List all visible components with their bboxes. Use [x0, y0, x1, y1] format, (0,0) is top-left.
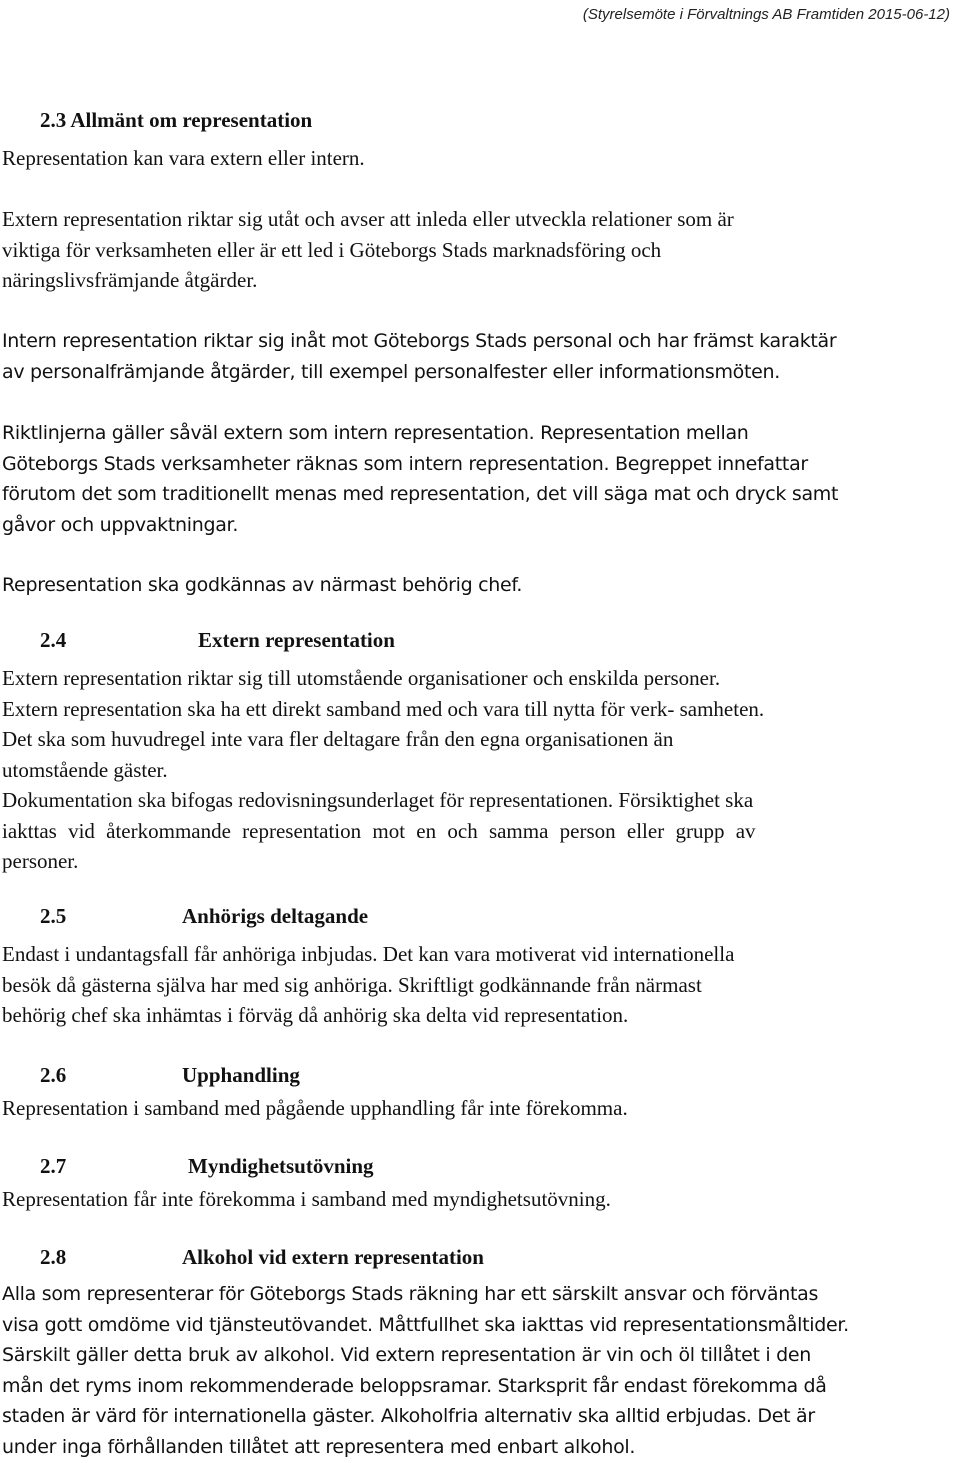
paragraph-godkannande — [2, 570, 948, 601]
section-number-2-6: 2.6 — [40, 1063, 67, 1087]
text-line: personer. — [2, 849, 79, 873]
section-2-4-body — [2, 663, 948, 877]
section-heading-2-6: Upphandling — [182, 1063, 300, 1087]
section-2-3-intro — [2, 143, 948, 174]
section-heading-2-4: Extern representation — [198, 628, 395, 652]
text-line: Det ska som huvudregel inte vara fler deltagare från den egna organisationen än — [2, 727, 674, 751]
section-heading-2-3: 2.3 Allmänt om representation — [40, 108, 313, 132]
section-2-8-body — [2, 1279, 948, 1462]
text-line: Extern representation riktar sig till utomstående organisationer och enskilda personer. — [2, 666, 721, 690]
text-line: Representation i samband med pågående upphandling får inte förekomma. — [2, 1096, 628, 1120]
text-line: staden är värd för internationella gäster. Alkoholfria alternativ ska alltid erbjudas. Det är — [2, 1405, 815, 1427]
section-heading-2-8: Alkohol vid extern representation — [182, 1245, 484, 1269]
text-line: mån det ryms inom rekommenderade beloppsramar. Starksprit får endast förekomma då — [2, 1374, 827, 1397]
section-number-2-5: 2.5 — [40, 904, 67, 928]
paragraph-extern — [2, 204, 948, 296]
section-number-2-7: 2.7 — [40, 1154, 67, 1178]
text-line: Representation kan vara extern eller intern. — [2, 146, 365, 170]
text-line: iakttas vid återkommande representation mot en och samma person eller grupp av — [2, 818, 756, 843]
section-2-5-body — [2, 939, 948, 1031]
paragraph-riktlinjer — [2, 418, 948, 540]
text-line: gåvor och uppvaktningar. — [2, 513, 239, 536]
paragraph-intern — [2, 326, 948, 387]
text-line: näringslivsfrämjande åtgärder. — [2, 268, 258, 292]
text-line: Alla som representerar för Göteborgs Stads räkning har ett särskilt ansvar och förväntas — [2, 1283, 819, 1305]
text-line: behörig chef ska inhämtas i förväg då anhörig ska delta vid representation. — [2, 1003, 629, 1027]
section-2-7-body — [2, 1184, 948, 1215]
text-line: av personalfrämjande åtgärder, till exempel personalfester eller informationsmöten. — [2, 360, 781, 383]
section-heading-2-5: Anhörigs deltagande — [182, 904, 369, 928]
text-line: Riktlinjerna gäller såväl extern som intern representation. Representation mellan — [2, 422, 749, 444]
text-line: Extern representation riktar sig utåt och avser att inleda eller utveckla relationer som är — [2, 207, 734, 231]
section-2-6-body — [2, 1093, 948, 1124]
section-number-2-8: 2.8 — [40, 1245, 67, 1269]
text-line: besök då gästerna själva har med sig anhöriga. Skriftligt godkännande från närmast — [2, 972, 702, 997]
text-line: Representation ska godkännas av närmast behörig chef. — [2, 574, 523, 596]
document-header: (Styrelsemöte i Förvaltnings AB Framtiden 2015-06-12) — [582, 6, 950, 23]
section-heading-2-7: Myndighetsutövning — [188, 1154, 374, 1178]
text-line: Särskilt gäller detta bruk av alkohol. Vid extern representation är vin och öl tillåtet i den — [2, 1344, 811, 1366]
text-line: visa gott omdöme vid tjänsteutövandet. Måttfullhet ska iakttas vid representationsmåltider. — [2, 1313, 849, 1336]
text-line: utomstående gäster. — [2, 757, 168, 782]
text-line: Intern representation riktar sig inåt mot Göteborgs Stads personal och har främst karaktär — [2, 330, 837, 352]
text-line: viktiga för verksamheten eller är ett led i Göteborgs Stads marknadsföring och — [2, 237, 662, 262]
text-line: Göteborgs Stads verksamheter räknas som intern representation. Begreppet innefattar — [2, 452, 808, 475]
text-line: under inga förhållanden tillåtet att representera med enbart alkohol. — [2, 1435, 636, 1458]
text-line: Representation får inte förekomma i samband med myndighetsutövning. — [2, 1187, 611, 1211]
text-line: förutom det som traditionellt menas med representation, det vill säga mat och dryck samt — [2, 483, 839, 505]
text-line: Dokumentation ska bifogas redovisningsunderlaget för representationen. Försiktighet ska — [2, 788, 754, 812]
text-line: Extern representation ska ha ett direkt samband med och vara till nytta för verk- samheten. — [2, 696, 765, 721]
section-number-2-4: 2.4 — [40, 628, 67, 652]
text-line: Endast i undantagsfall får anhöriga inbjudas. Det kan vara motiverat vid internationella — [2, 942, 735, 966]
